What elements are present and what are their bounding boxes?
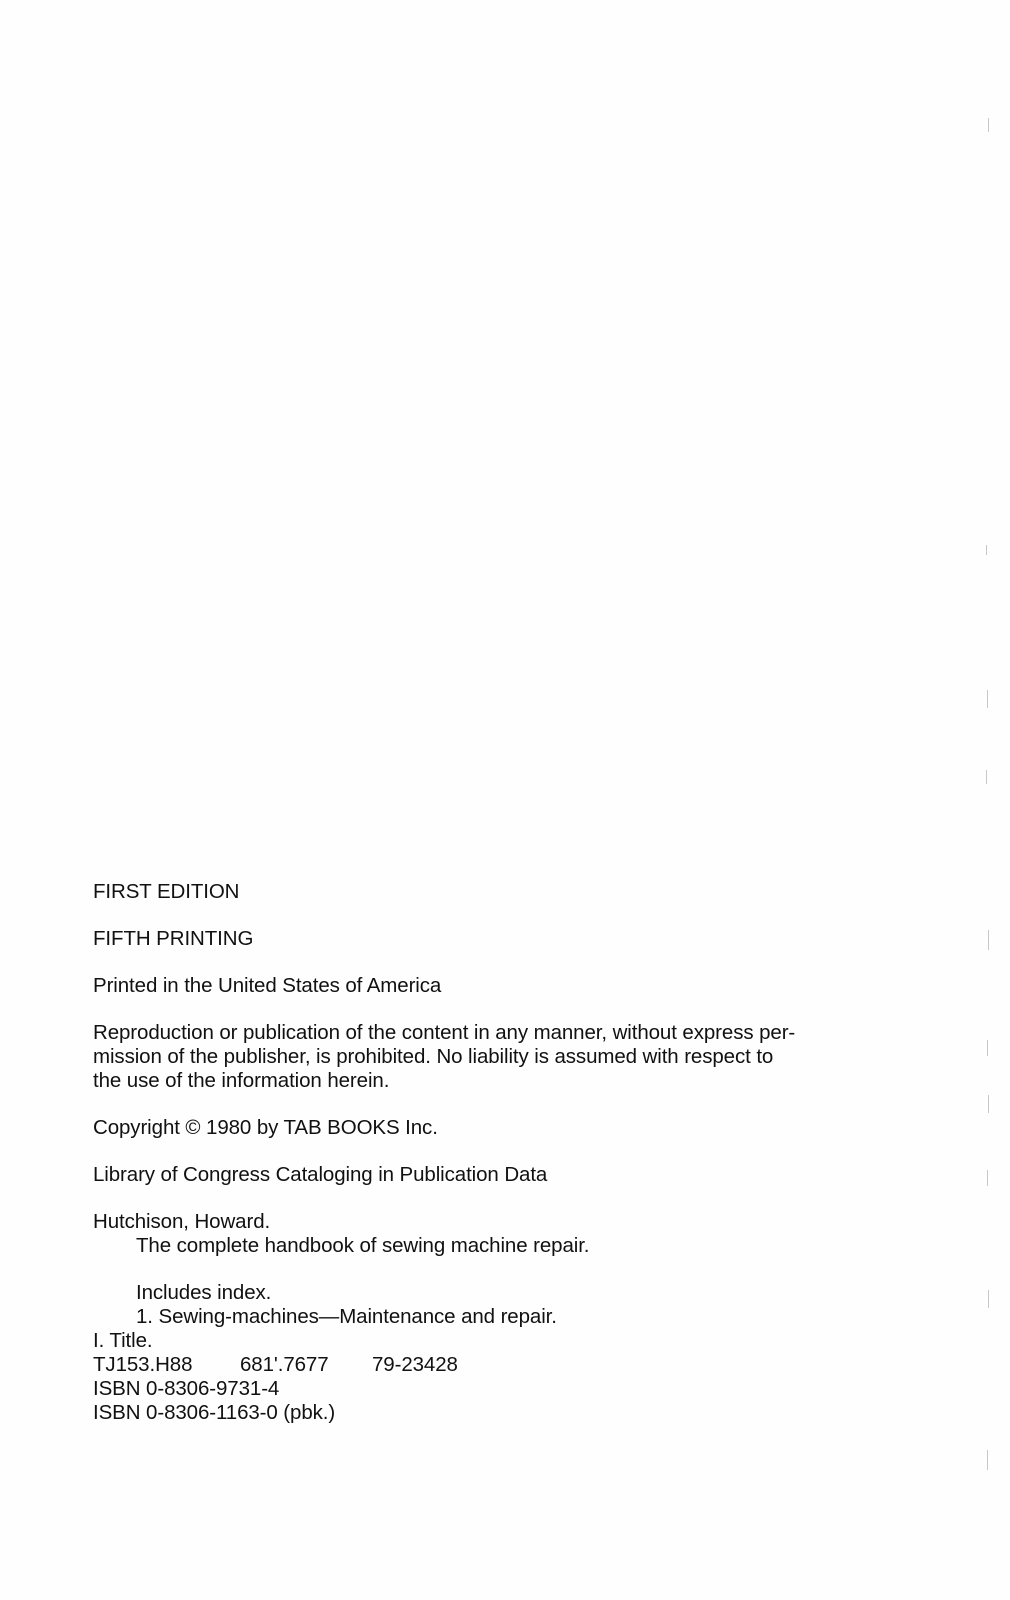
cip-isbn-paper: ISBN 0-8306-1163-0 (pbk.): [93, 1401, 336, 1424]
cip-heading: Library of Congress Cataloging in Publication Data: [93, 1163, 548, 1186]
reproduction-notice-line: Reproduction or publication of the content in any manner, without express per-: [93, 1021, 796, 1044]
cip-dewey-number: 681'.7677: [240, 1353, 329, 1376]
scan-speck: [988, 118, 989, 132]
scan-speck: [987, 690, 988, 708]
reproduction-notice-line: the use of the information herein.: [93, 1069, 390, 1092]
scan-speck: [987, 1450, 988, 1470]
cip-note: Includes index.: [136, 1281, 272, 1304]
cip-tracings: [93, 1281, 833, 1425]
scan-speck: [986, 545, 987, 555]
scan-speck: [988, 930, 989, 950]
printing-line: FIFTH PRINTING: [93, 927, 254, 950]
cip-lccn: 79-23428: [372, 1353, 458, 1376]
scan-speck: [987, 1170, 988, 1186]
copyright-block: [93, 880, 833, 1425]
printed-in-line: Printed in the United States of America: [93, 974, 442, 997]
edition-line: FIRST EDITION: [93, 880, 240, 903]
cip-classification-row: [93, 1353, 833, 1377]
scan-speck: [988, 1095, 989, 1113]
cip-title: The complete handbook of sewing machine repair.: [136, 1234, 590, 1257]
scan-speck: [988, 1290, 989, 1308]
cip-lc-call-number: TJ153.H88: [93, 1353, 193, 1376]
scan-speck: [987, 1040, 988, 1056]
cip-title-entry: I. Title.: [93, 1329, 153, 1352]
cip-author: Hutchison, Howard.: [93, 1210, 271, 1233]
cip-record: [93, 1210, 833, 1258]
cip-subject: 1. Sewing-machines—Maintenance and repair.: [136, 1305, 557, 1328]
cip-isbn-cloth: ISBN 0-8306-9731-4: [93, 1377, 280, 1400]
reproduction-notice: [93, 1021, 833, 1093]
reproduction-notice-line: mission of the publisher, is prohibited. No liability is assumed with respect to: [93, 1045, 774, 1068]
scan-speck: [986, 770, 987, 784]
copyright-line: Copyright © 1980 by TAB BOOKS Inc.: [93, 1116, 438, 1139]
